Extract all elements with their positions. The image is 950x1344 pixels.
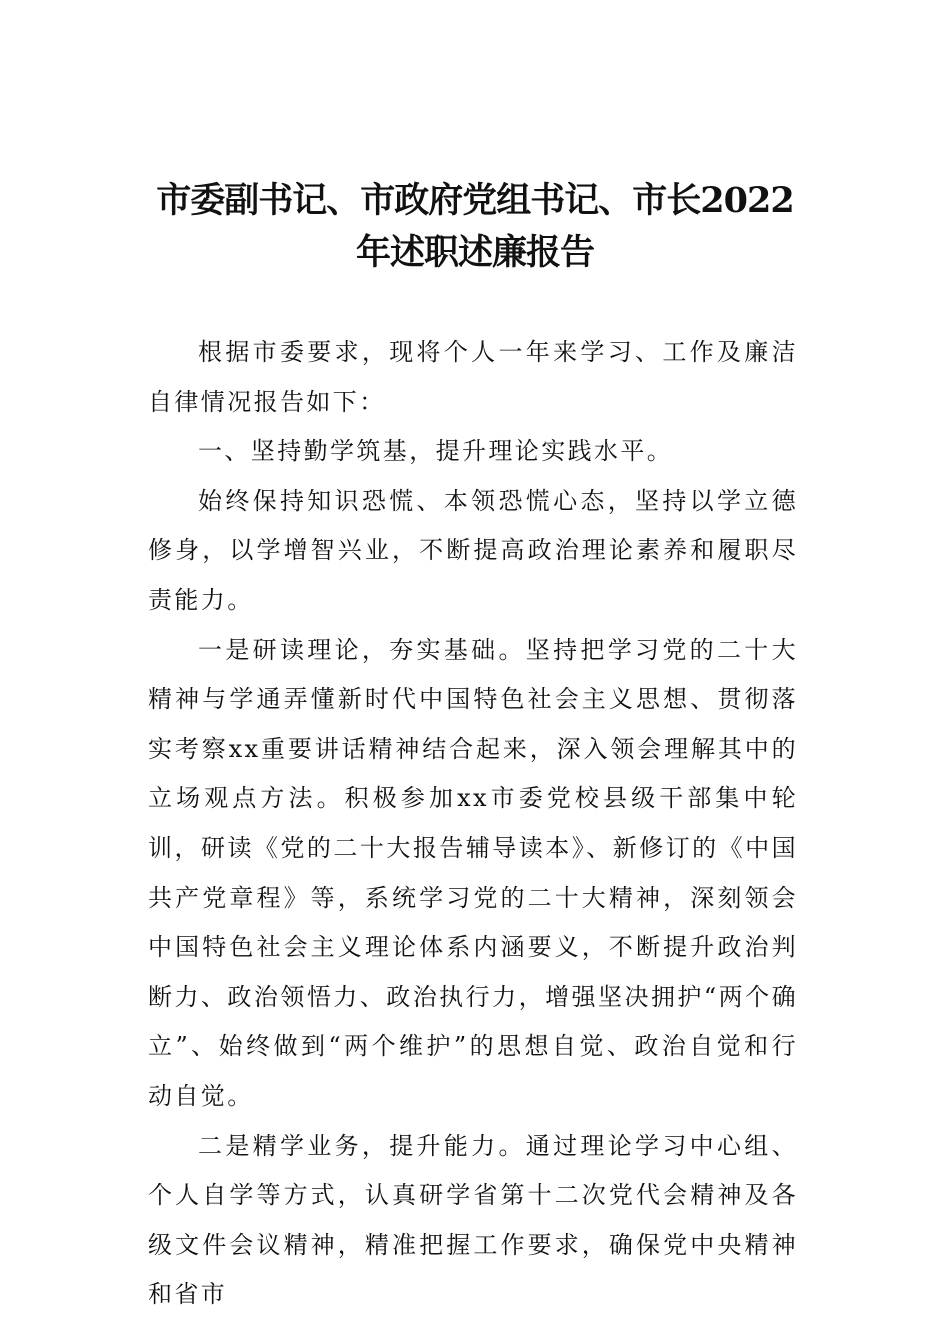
document-title: 市委副书记、市政府党组书记、市长2022年述职述廉报告 xyxy=(156,180,794,273)
section-heading-1: 一、坚持勤学筑基，提升理论实践水平。 xyxy=(198,437,674,466)
document-body xyxy=(148,328,798,1320)
paragraph-study-theory: 一是研读理论，夯实基础。坚持把学习党的二十大精神与学通弄懂新时代中国特色社会主义思想、贯彻落实考察xx重要讲话精神结合起来，深入领会理解其中的立场观点方法。积极参加xx市委党校县级干部集中轮训，研读《党的二十大报告辅导读本》、新修订的《中国共产党章程》等，系统学习党的二十大精神，深刻领会中国特色社会主义理论体系内涵要义，不断提升政治判断力、政治领悟力、政治执行力，增强坚决拥护“两个确立”、始终做到“两个维护”的思想自觉、政治自觉和行动自觉。 xyxy=(148,635,798,1110)
paragraph-section-1-summary: 始终保持知识恐慌、本领恐慌心态，坚持以学立德修身，以学增智兴业，不断提高政治理论素养和履职尽责能力。 xyxy=(148,486,798,614)
paragraph-study-business: 二是精学业务，提升能力。通过理论学习中心组、个人自学等方式，认真研学省第十二次党代会精神及各级文件会议精神，精准把握工作要求，确保党中央精神和省市 xyxy=(148,1131,798,1309)
paragraph-intro: 根据市委要求，现将个人一年来学习、工作及廉洁自律情况报告如下： xyxy=(148,338,798,416)
